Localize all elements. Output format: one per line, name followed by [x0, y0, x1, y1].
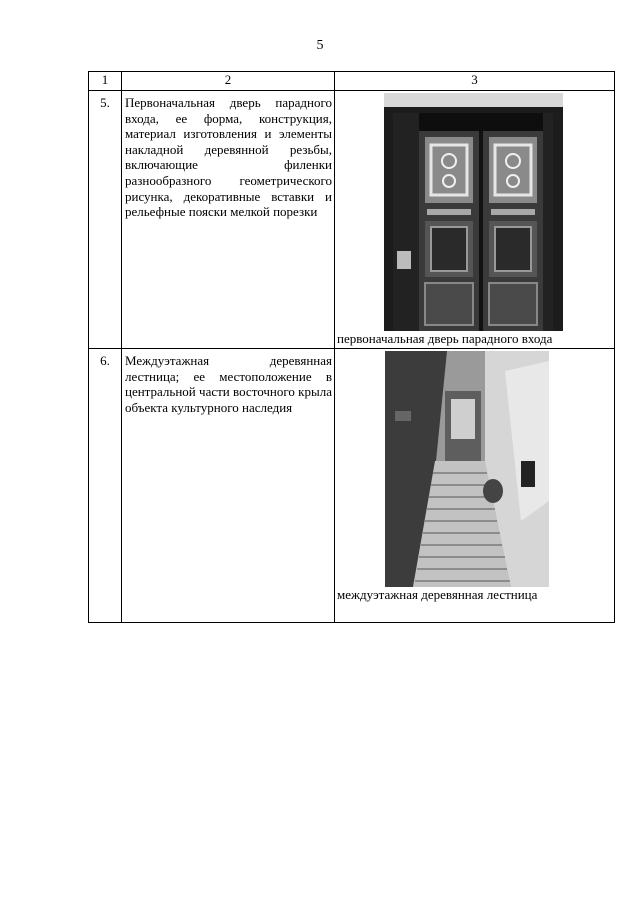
column-header-1: 1 [89, 72, 122, 91]
column-header-3: 3 [335, 72, 615, 91]
row-description: Первоначальная дверь парадного входа, ее форма, конструкция, материал изготовления и элементы накладной деревянной резьбы, включающие филенки разнообразного геометрического рисунка, декоративные вставки и рельефные пояски мелкой порезки [122, 91, 335, 349]
photo-caption: первоначальная дверь парадного входа [337, 331, 553, 346]
staircase-photo [335, 351, 613, 587]
row-number: 6. [89, 349, 122, 623]
table-row [89, 349, 615, 623]
photo-caption: междуэтажная деревянная лестница [337, 587, 538, 602]
photo-cell [335, 91, 615, 349]
photo-cell [335, 349, 615, 623]
column-header-2: 2 [122, 72, 335, 91]
front-door-photo [335, 91, 613, 331]
heritage-elements-table [88, 71, 615, 623]
page-number: 5 [316, 38, 324, 53]
row-number: 5. [89, 91, 122, 349]
table-row [89, 91, 615, 349]
row-description: Междуэтажная деревянная лестница; ее местоположение в центральной части восточного крыла объекта культурного наследия [122, 349, 335, 623]
table-header-row [89, 72, 615, 91]
